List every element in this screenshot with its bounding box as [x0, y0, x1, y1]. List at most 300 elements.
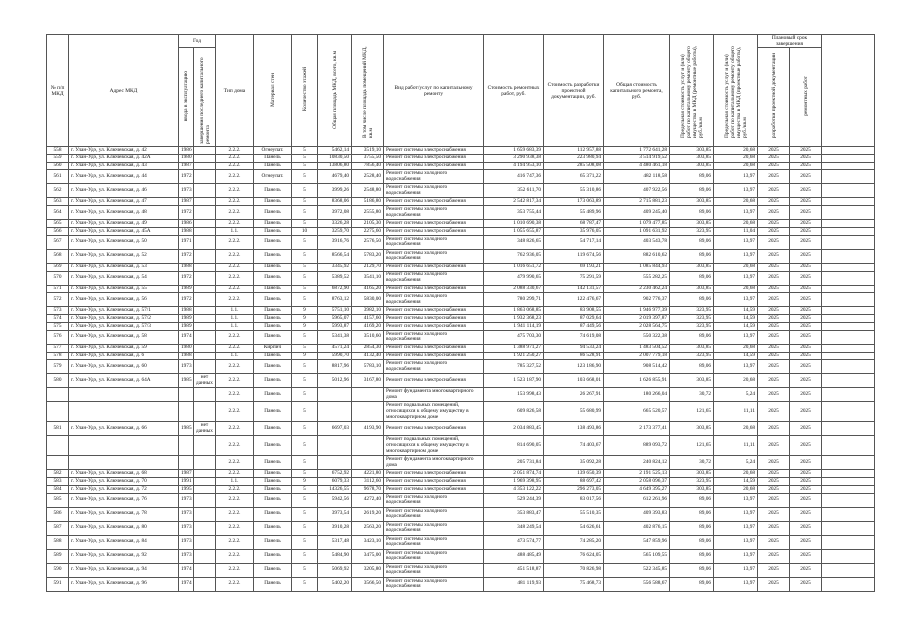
cell-house-type: 2.2.2. [216, 535, 254, 549]
cell-year-repair [194, 352, 216, 360]
cell-repair-cost: 529 244,39 [484, 493, 544, 507]
cell-floors: 5 [292, 154, 318, 162]
cell-year-repair [194, 147, 216, 155]
cell-deadline-design: 2025 [758, 535, 790, 549]
cell-limit-repair: 89,06 [670, 549, 714, 563]
cell-year-repair [194, 322, 216, 330]
cell-limit-design: 5,24 [714, 388, 758, 402]
cell-limit-design: 13,97 [714, 549, 758, 563]
cell-design-cost: 103 668,01 [544, 374, 604, 388]
table-row [47, 577, 875, 591]
header-deadline-design: разработки проектной документации [758, 48, 790, 147]
cell-num: 587 [47, 521, 69, 535]
cell-address: г. Улан-Удэ, ул. Ключевская, д. 57/3 [69, 322, 179, 330]
cell-work-type: Ремонт системы электроснабжения [384, 162, 484, 170]
cell-floors: 5 [292, 388, 318, 402]
cell-num: 565 [47, 220, 69, 228]
cell-limit-repair: 89,06 [670, 235, 714, 249]
cell-repair-cost: 348 249,54 [484, 521, 544, 535]
cell-wall-material: Панель [254, 330, 292, 344]
cell-limit-design: 20,68 [714, 285, 758, 293]
cell-residential-area: 2576,50 [352, 235, 384, 249]
cell-total-cost: 240 824,12 [604, 456, 670, 470]
cell-repair-cost: 762 936,05 [484, 249, 544, 263]
cell-limit-repair: 89,06 [670, 330, 714, 344]
cell-deadline-repair: 2025 [790, 485, 822, 493]
cell-repair-cost: 3 290 938,38 [484, 154, 544, 162]
cell-work-type: Ремонт системы электроснабжения [384, 352, 484, 360]
cell-extra [822, 422, 875, 436]
cell-total-cost: 403 543,78 [604, 235, 670, 249]
cell-work-type: Ремонт системы холодного водоснабжения [384, 493, 484, 507]
cell-num: 558 [47, 147, 69, 155]
cell-year-repair [194, 315, 216, 323]
cell-address: г. Улан-Удэ, ул. Ключевская, д. 45А [69, 227, 179, 235]
table-row [47, 227, 875, 235]
cell-total-area: 5402,20 [318, 577, 352, 591]
cell-total-cost: 2 230 462,24 [604, 285, 670, 293]
cell-deadline-repair: 2025 [790, 360, 822, 374]
cell-deadline-repair: 2025 [790, 535, 822, 549]
cell-floors: 5 [292, 263, 318, 271]
cell-address: г. Улан-Удэ, ул. Ключевская, д. 44 [69, 170, 179, 184]
cell-year-repair [194, 235, 216, 249]
cell-num: 589 [47, 549, 69, 563]
cell-work-type: Ремонт системы электроснабжения [384, 263, 484, 271]
cell-total-area: 3910,28 [318, 521, 352, 535]
cell-residential-area: 3541,10 [352, 271, 384, 285]
cell-house-type: 2.2.2. [216, 563, 254, 577]
cell-design-cost: 55 489,96 [544, 206, 604, 220]
repair-plan-sheet [46, 34, 874, 592]
cell-deadline-repair: 2025 [790, 307, 822, 315]
cell-design-cost: 87 029,64 [544, 315, 604, 323]
cell-deadline-design: 2025 [758, 322, 790, 330]
cell-year-commission: 1987 [179, 162, 194, 170]
cell-house-type: 2.2.2. [216, 147, 254, 155]
cell-extra [822, 227, 875, 235]
cell-deadline-design: 2025 [758, 507, 790, 521]
cell-total-cost: 882 610,62 [604, 249, 670, 263]
cell-total-area: 3326,28 [318, 220, 352, 228]
cell-house-type: 2.2.2. [216, 206, 254, 220]
cell-residential-area: 2555,80 [352, 206, 384, 220]
cell-wall-material: Панель [254, 478, 292, 486]
cell-limit-design: 13,97 [714, 184, 758, 198]
cell-address: г. Улан-Удэ, ул. Ключевская, д. 42А [69, 154, 179, 162]
cell-work-type: Ремонт системы холодного водоснабжения [384, 360, 484, 374]
cell-year-commission: 1989 [179, 322, 194, 330]
cell-design-cost: 74 619,08 [544, 330, 604, 344]
cell-floors: 5 [292, 493, 318, 507]
cell-residential-area: 4165,20 [352, 285, 384, 293]
cell-deadline-repair: 2025 [790, 521, 822, 535]
table-row [47, 293, 875, 307]
cell-floors: 5 [292, 184, 318, 198]
cell-total-cost: 402 876,15 [604, 521, 670, 535]
cell-residential-area: 3423,10 [352, 535, 384, 549]
cell-address: г. Улан-Удэ, ул. Ключевская, д. 54 [69, 271, 179, 285]
cell-residential-area: 4272,40 [352, 493, 384, 507]
cell-deadline-design: 2025 [758, 147, 790, 155]
cell-deadline-repair: 2025 [790, 235, 822, 249]
cell-year-commission: 1971 [179, 235, 194, 249]
cell-repair-cost: 1 523 187,90 [484, 374, 544, 388]
cell-design-cost: 112 957,88 [544, 147, 604, 155]
cell-work-type: Ремонт системы холодного водоснабжения [384, 549, 484, 563]
header-repair-cost: Стоимость ремонтных работ, руб. [484, 35, 544, 147]
cell-residential-area: 2548,80 [352, 184, 384, 198]
cell-num: 576 [47, 330, 69, 344]
cell-limit-repair: 89,06 [670, 563, 714, 577]
cell-work-type: Ремонт системы холодного водоснабжения [384, 577, 484, 591]
cell-house-type: 2.2.2. [216, 422, 254, 436]
table-row [47, 344, 875, 352]
table-row [47, 374, 875, 388]
cell-address: г. Улан-Удэ, ул. Ключевская, д. 66 [69, 422, 179, 436]
cell-work-type: Ремонт системы электроснабжения [384, 285, 484, 293]
cell-deadline-design: 2025 [758, 456, 790, 470]
header-total-cost: Общая стоимость капитального ремонта, руб. [604, 35, 670, 147]
cell-limit-design: 13,97 [714, 271, 758, 285]
cell-total-area: 4571,24 [318, 344, 352, 352]
cell-year-repair [194, 293, 216, 307]
cell-limit-design: 13,97 [714, 293, 758, 307]
cell-repair-cost: 1 921 250,27 [484, 352, 544, 360]
header-work-type: Вид работ/услуг по капитальному ремонту [384, 35, 484, 147]
cell-residential-area: 2129,70 [352, 263, 384, 271]
cell-year-commission: 1973 [179, 549, 194, 563]
cell-address: г. Улан-Удэ, ул. Ключевская, д. 50 [69, 235, 179, 249]
cell-floors: 9 [292, 307, 318, 315]
cell-deadline-repair: 2025 [790, 344, 822, 352]
header-year-repair: завершения последнего капитального ремонта [194, 48, 216, 147]
cell-num: 591 [47, 577, 69, 591]
table-row [47, 285, 875, 293]
cell-floors: 5 [292, 330, 318, 344]
cell-num [47, 402, 69, 422]
table-row [47, 263, 875, 271]
cell-deadline-design: 2025 [758, 162, 790, 170]
cell-address: г. Улан-Удэ, ул. Ключевская, д. 76 [69, 493, 179, 507]
table-row [47, 307, 875, 315]
cell-repair-cost: 2 051 874,74 [484, 470, 544, 478]
cell-limit-design: 14,59 [714, 322, 758, 330]
cell-work-type: Ремонт системы холодного водоснабжения [384, 206, 484, 220]
cell-total-cost: 902 776,37 [604, 293, 670, 307]
cell-work-type: Ремонт системы холодного водоснабжения [384, 330, 484, 344]
table-row [47, 352, 875, 360]
cell-design-cost: 123 186,90 [544, 360, 604, 374]
cell-work-type: Ремонт системы электроснабжения [384, 307, 484, 315]
cell-address: г. Улан-Удэ, ул. Ключевская, д. 57/1 [69, 307, 179, 315]
cell-house-type: 2.2.2. [216, 507, 254, 521]
cell-limit-repair: 303,85 [670, 198, 714, 206]
cell-deadline-repair: 2025 [790, 206, 822, 220]
cell-total-area: 5993,87 [318, 322, 352, 330]
cell-limit-repair: 303,85 [670, 220, 714, 228]
cell-residential-area: 3519,10 [352, 147, 384, 155]
cell-deadline-design: 2025 [758, 285, 790, 293]
cell-total-cost: 1 626 855,91 [604, 374, 670, 388]
cell-year-repair [194, 470, 216, 478]
table-row [47, 485, 875, 493]
cell-limit-repair: 89,06 [670, 360, 714, 374]
cell-year-commission: 1988 [179, 263, 194, 271]
cell-address: г. Улан-Удэ, ул. Ключевская, д. 59 [69, 344, 179, 352]
cell-work-type: Ремонт системы электроснабжения [384, 198, 484, 206]
cell-repair-cost: 785 327,52 [484, 360, 544, 374]
cell-design-cost: 76 624,05 [544, 549, 604, 563]
cell-house-type: 1.1. [216, 322, 254, 330]
table-row [47, 206, 875, 220]
table-header [47, 35, 875, 147]
cell-wall-material: Панель [254, 549, 292, 563]
cell-limit-repair: 89,06 [670, 507, 714, 521]
cell-deadline-design: 2025 [758, 374, 790, 388]
cell-design-cost: 94 533,24 [544, 344, 604, 352]
cell-extra [822, 220, 875, 228]
cell-wall-material: Панель [254, 456, 292, 470]
cell-limit-design: 13,97 [714, 249, 758, 263]
cell-total-cost: 2 028 564,75 [604, 322, 670, 330]
header-house-type: Тип дома [216, 35, 254, 147]
cell-limit-design: 13,97 [714, 360, 758, 374]
cell-total-cost: 550 322,38 [604, 330, 670, 344]
cell-limit-repair: 303,85 [670, 374, 714, 388]
cell-total-area: 6079,33 [318, 478, 352, 486]
table-row [47, 563, 875, 577]
cell-year-commission [179, 402, 194, 422]
cell-wall-material: Панель [254, 293, 292, 307]
cell-num: 590 [47, 563, 69, 577]
cell-floors: 5 [292, 535, 318, 549]
cell-deadline-repair: 2025 [790, 402, 822, 422]
table-row [47, 507, 875, 521]
cell-floors: 5 [292, 271, 318, 285]
cell-limit-repair: 303,85 [670, 470, 714, 478]
cell-wall-material: Панель [254, 360, 292, 374]
cell-wall-material: Панель [254, 162, 292, 170]
cell-total-cost: 2 191 525,13 [604, 470, 670, 478]
table-row [47, 154, 875, 162]
cell-design-cost: 285 508,08 [544, 162, 604, 170]
header-limit-repair: Предельная стоимость услуг и (или) работ по капитальному ремонту общего имущества в МКД (ремонтные работы), руб./кв.м [670, 35, 714, 147]
cell-residential-area: 4193,90 [352, 422, 384, 436]
cell-work-type: Ремонт системы электроснабжения [384, 478, 484, 486]
cell-limit-repair: 89,06 [670, 206, 714, 220]
cell-extra [822, 235, 875, 249]
cell-num: 563 [47, 198, 69, 206]
cell-address: г. Улан-Удэ, ул. Ключевская, д. 60 [69, 360, 179, 374]
cell-address: г. Улан-Удэ, ул. Ключевская, д. 94 [69, 563, 179, 577]
cell-year-commission: 1973 [179, 507, 194, 521]
cell-extra [822, 352, 875, 360]
cell-limit-repair: 89,06 [670, 521, 714, 535]
cell-address: г. Улан-Удэ, ул. Ключевская, д. 57/2 [69, 315, 179, 323]
cell-total-cost: 180 266,04 [604, 388, 670, 402]
cell-total-cost: 409 245,40 [604, 206, 670, 220]
cell-residential-area: 3510,60 [352, 330, 384, 344]
cell-total-area: 10830,50 [318, 154, 352, 162]
table-row [47, 470, 875, 478]
cell-extra [822, 285, 875, 293]
cell-total-cost: 2 715 881,23 [604, 198, 670, 206]
cell-residential-area: 4221,80 [352, 470, 384, 478]
cell-deadline-design: 2025 [758, 436, 790, 456]
cell-wall-material: Панель [254, 154, 292, 162]
table-row [47, 521, 875, 535]
cell-repair-cost: 352 611,70 [484, 184, 544, 198]
cell-house-type: 1.1. [216, 315, 254, 323]
cell-extra [822, 322, 875, 330]
cell-floors: 5 [292, 293, 318, 307]
cell-year-commission: 1986 [179, 147, 194, 155]
cell-work-type: Ремонт системы электроснабжения [384, 485, 484, 493]
cell-limit-repair: 303,85 [670, 162, 714, 170]
cell-wall-material: Панель [254, 470, 292, 478]
cell-house-type: 2.2.2. [216, 577, 254, 591]
cell-work-type: Ремонт подвальных помещений, относящихся к общему имуществу в многоквартирном доме [384, 402, 484, 422]
cell-repair-cost: 1 659 683,39 [484, 147, 544, 155]
cell-num: 580 [47, 374, 69, 388]
cell-house-type: 2.2.2. [216, 170, 254, 184]
cell-total-cost: 555 282,25 [604, 271, 670, 285]
cell-total-area [318, 456, 352, 470]
cell-design-cost: 88 697,42 [544, 478, 604, 486]
cell-design-cost: 68 787,47 [544, 220, 604, 228]
cell-limit-design: 20,68 [714, 485, 758, 493]
cell-deadline-repair: 2025 [790, 563, 822, 577]
cell-extra [822, 198, 875, 206]
cell-address: г. Улан-Удэ, ул. Ключевская, д. 46 [69, 184, 179, 198]
cell-deadline-repair: 2025 [790, 352, 822, 360]
cell-num: 570 [47, 271, 69, 285]
cell-wall-material: Панель [254, 485, 292, 493]
cell-house-type: 1.1. [216, 352, 254, 360]
cell-design-cost: 35 976,05 [544, 227, 604, 235]
cell-address: г. Улан-Удэ, ул. Ключевская, д. 43 [69, 162, 179, 170]
cell-year-repair [194, 162, 216, 170]
cell-deadline-design: 2025 [758, 198, 790, 206]
cell-total-area: 5341,38 [318, 330, 352, 344]
cell-deadline-design: 2025 [758, 470, 790, 478]
cell-address [69, 388, 179, 402]
cell-design-cost: 122 476,67 [544, 293, 604, 307]
cell-year-repair [194, 220, 216, 228]
cell-year-commission: 1980 [179, 344, 194, 352]
cell-floors: 10 [292, 227, 318, 235]
table-row [47, 402, 875, 422]
cell-residential-area: 2275,60 [352, 227, 384, 235]
cell-residential-area: 3475,00 [352, 549, 384, 563]
cell-total-cost: 889 093,72 [604, 436, 670, 456]
cell-deadline-repair: 2025 [790, 315, 822, 323]
cell-house-type: 2.2.2. [216, 154, 254, 162]
cell-num: 578 [47, 352, 69, 360]
cell-deadline-repair: 2025 [790, 388, 822, 402]
cell-repair-cost: 475 703,30 [484, 330, 544, 344]
cell-limit-repair: 89,06 [670, 271, 714, 285]
cell-work-type: Ремонт системы холодного водоснабжения [384, 521, 484, 535]
cell-extra [822, 563, 875, 577]
table-row [47, 271, 875, 285]
cell-extra [822, 249, 875, 263]
cell-wall-material: Панель [254, 263, 292, 271]
table-row [47, 162, 875, 170]
cell-limit-design: 13,97 [714, 521, 758, 535]
cell-residential-area [352, 402, 384, 422]
cell-limit-repair: 323,95 [670, 478, 714, 486]
cell-year-repair [194, 507, 216, 521]
header-deadline-group: Плановый срок завершения [758, 35, 822, 48]
cell-deadline-design: 2025 [758, 563, 790, 577]
cell-repair-cost: 473 574,77 [484, 535, 544, 549]
cell-address [69, 456, 179, 470]
cell-floors: 5 [292, 235, 318, 249]
cell-total-cost: 2 019 397,87 [604, 315, 670, 323]
cell-work-type: Ремонт системы холодного водоснабжения [384, 249, 484, 263]
cell-limit-repair: 89,06 [670, 249, 714, 263]
table-row [47, 170, 875, 184]
cell-extra [822, 436, 875, 456]
cell-repair-cost: 1 055 655,87 [484, 227, 544, 235]
cell-limit-repair: 303,85 [670, 263, 714, 271]
cell-deadline-design: 2025 [758, 170, 790, 184]
cell-year-repair [194, 285, 216, 293]
cell-limit-design: 20,68 [714, 374, 758, 388]
cell-repair-cost: 814 690,05 [484, 436, 544, 456]
cell-extra [822, 271, 875, 285]
cell-address: г. Улан-Удэ, ул. Ключевская, д. 55 [69, 285, 179, 293]
cell-house-type: 2.2.2. [216, 220, 254, 228]
cell-total-area: 5462,14 [318, 147, 352, 155]
cell-house-type: 2.2.2. [216, 198, 254, 206]
cell-deadline-repair: 2025 [790, 184, 822, 198]
cell-limit-design: 13,97 [714, 235, 758, 249]
cell-limit-repair: 303,85 [670, 344, 714, 352]
cell-design-cost: 65 371,22 [544, 170, 604, 184]
cell-floors: 5 [292, 198, 318, 206]
cell-num: 585 [47, 493, 69, 507]
cell-repair-cost: 780 299,71 [484, 293, 544, 307]
cell-year-commission: 1987 [179, 198, 194, 206]
cell-total-area: 3345,92 [318, 263, 352, 271]
cell-floors: 9 [292, 322, 318, 330]
cell-year-repair [194, 436, 216, 456]
cell-house-type: 2.2.2. [216, 249, 254, 263]
repair-plan-table [46, 34, 875, 592]
cell-limit-design: 20,68 [714, 147, 758, 155]
cell-year-repair [194, 344, 216, 352]
cell-num: 573 [47, 307, 69, 315]
cell-work-type: Ремонт фундамента многоквартирного дома [384, 388, 484, 402]
cell-residential-area: 2619,20 [352, 507, 384, 521]
cell-year-repair [194, 227, 216, 235]
cell-extra [822, 147, 875, 155]
cell-num: 559 [47, 154, 69, 162]
cell-year-repair: нет данных [194, 374, 216, 388]
cell-floors: 9 [292, 315, 318, 323]
cell-deadline-repair: 2025 [790, 293, 822, 307]
cell-extra [822, 456, 875, 470]
cell-num [47, 456, 69, 470]
table-row [47, 220, 875, 228]
cell-work-type: Ремонт системы холодного водоснабжения [384, 170, 484, 184]
cell-year-repair [194, 206, 216, 220]
cell-deadline-design: 2025 [758, 154, 790, 162]
cell-address: г. Улан-Удэ, ул. Ключевская, д. 47 [69, 198, 179, 206]
